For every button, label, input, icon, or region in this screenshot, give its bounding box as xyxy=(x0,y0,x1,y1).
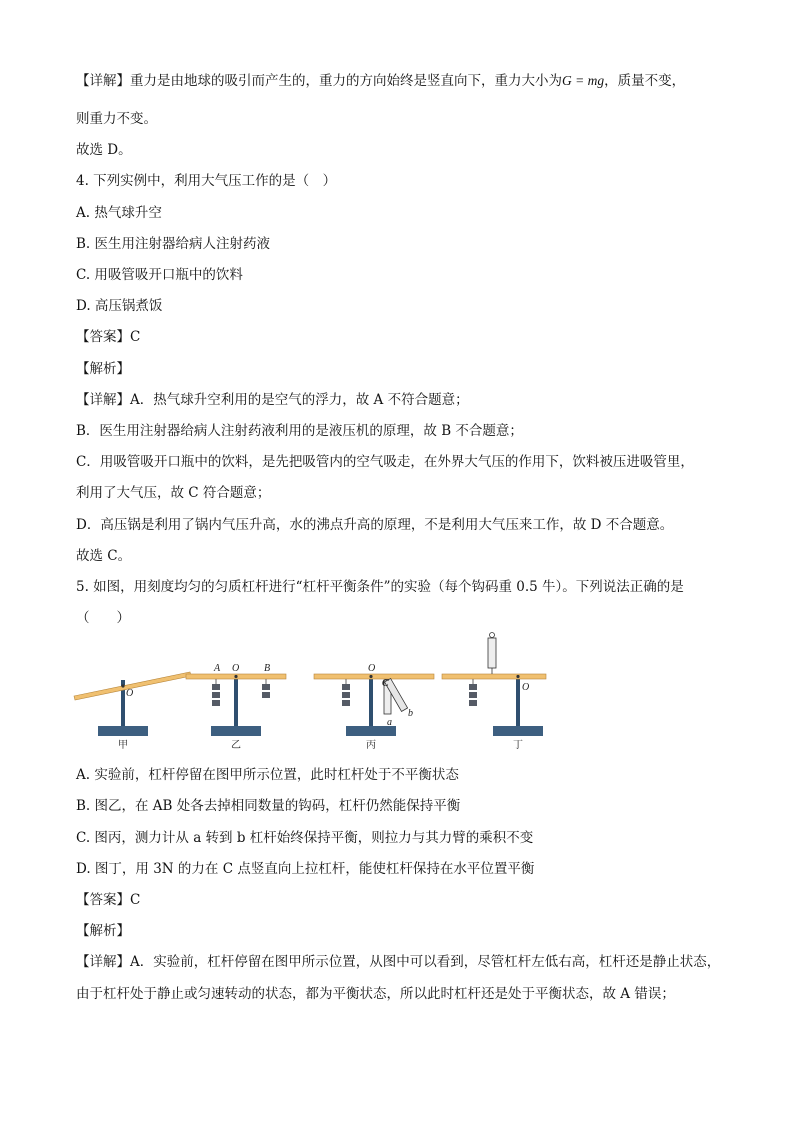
ding-pivot xyxy=(516,675,519,678)
jia-caption: 甲 xyxy=(118,740,128,751)
yi-base xyxy=(211,726,261,736)
ding-weight-3 xyxy=(469,700,477,706)
ding-label-o: O xyxy=(522,682,530,693)
question-5-paren: （ ） xyxy=(76,610,130,626)
bing-weight-3 xyxy=(342,700,350,706)
bing-stand xyxy=(369,678,373,726)
jia-base xyxy=(98,726,148,736)
line-2: 则重力不变。 xyxy=(76,111,157,127)
analysis-5-line-2: 由于杠杆处于静止或匀速转动的状态，都为平衡状态，所以此时杠杆还是处于平衡状态，故 A 错误； xyxy=(76,986,675,1002)
figure-bing xyxy=(314,663,434,751)
yi-weight-a2 xyxy=(212,692,220,698)
line-3: 故选 D。 xyxy=(76,142,132,158)
analysis-4-heading: 【解析】 xyxy=(76,361,130,377)
figure-ding xyxy=(442,633,546,752)
bing-label-b: b xyxy=(408,708,413,719)
figure-yi xyxy=(186,663,286,751)
answer-4: 【答案】C xyxy=(76,329,141,345)
yi-stand xyxy=(234,678,238,726)
ding-stand xyxy=(516,678,520,726)
ding-caption: 丁 xyxy=(513,740,523,751)
option-4c: C. 用吸管吸开口瓶中的饮料 xyxy=(76,267,243,283)
bing-pivot xyxy=(369,675,372,678)
bing-label-c: C xyxy=(382,678,389,689)
ding-lever xyxy=(442,674,546,679)
yi-weight-a3 xyxy=(212,700,220,706)
analysis-4-line-5: D．高压锅是利用了锅内气压升高，水的沸点升高的原理，不是利用大气压来工作，故 D 不合题意。 xyxy=(76,517,674,533)
option-5d: D. 图丁，用 3N 的力在 C 点竖直向上拉杠杆，能使杠杆保持在水平位置平衡 xyxy=(76,861,535,877)
figure-jia xyxy=(74,672,191,751)
analysis-4-line-4: 利用了大气压，故 C 符合题意； xyxy=(76,485,271,501)
ding-weight-2 xyxy=(469,692,477,698)
bing-caption: 丙 xyxy=(366,740,376,751)
lever-experiment-figure xyxy=(70,630,560,752)
ding-spring-scale xyxy=(488,638,496,668)
yi-label-a: A xyxy=(214,663,221,674)
yi-caption: 乙 xyxy=(231,740,241,751)
analysis-5-heading: 【解析】 xyxy=(76,923,130,939)
bing-lever xyxy=(314,674,434,679)
option-5a: A. 实验前，杠杆停留在图甲所示位置，此时杠杆处于不平衡状态 xyxy=(76,767,459,783)
option-5b: B. 图乙，在 AB 处各去掉相同数量的钩码，杠杆仍然能保持平衡 xyxy=(76,798,461,814)
question-5: 5. 如图，用刻度均匀的匀质杠杆进行“杠杆平衡条件”的实验（每个钩码重 0.5 牛）。下列说法正确的是 xyxy=(76,579,684,595)
bing-weight-2 xyxy=(342,692,350,698)
yi-pivot xyxy=(234,675,237,678)
conclusion-4: 故选 C。 xyxy=(76,548,132,564)
line-1 xyxy=(76,72,685,90)
analysis-4-line-2: B．医生用注射器给病人注射药液利用的是液压机的原理，故 B 不合题意； xyxy=(76,423,523,439)
jia-label-o: O xyxy=(126,688,134,699)
yi-weight-b1 xyxy=(262,684,270,690)
option-4a: A. 热气球升空 xyxy=(76,205,162,221)
jia-pivot xyxy=(121,684,124,687)
question-4: 4. 下列实例中，利用大气压工作的是（ ） xyxy=(76,173,337,189)
option-4b: B. 医生用注射器给病人注射药液 xyxy=(76,236,271,252)
yi-weight-b2 xyxy=(262,692,270,698)
option-5c: C. 图丙，测力计从 a 转到 b 杠杆始终保持平衡，则拉力与其力臂的乘积不变 xyxy=(76,830,534,846)
ding-weight-1 xyxy=(469,684,477,690)
analysis-4-line-3: C．用吸管吸开口瓶中的饮料，是先把吸管内的空气吸走，在外界大气压的作用下，饮料被压进吸管里， xyxy=(76,454,694,470)
yi-label-b: B xyxy=(264,663,271,674)
bing-label-o: O xyxy=(368,663,376,674)
analysis-4-line-1: 【详解】A．热气球升空利用的是空气的浮力，故 A 不符合题意； xyxy=(76,392,469,408)
line-1-text-b: ，质量不变， xyxy=(604,73,686,89)
yi-weight-a1 xyxy=(212,684,220,690)
line-1-text-a: 【详解】重力是由地球的吸引而产生的，重力的方向始终是竖直向下，重力大小为 xyxy=(76,73,562,89)
gravity-formula: G = mg xyxy=(562,73,605,88)
bing-label-a: a xyxy=(387,717,392,728)
option-4d: D. 高压锅煮饭 xyxy=(76,298,163,314)
ding-scale-ring xyxy=(490,633,495,638)
bing-weight-1 xyxy=(342,684,350,690)
ding-base xyxy=(493,726,543,736)
analysis-5-line-1: 【详解】A．实验前，杠杆停留在图甲所示位置，从图中可以看到，尽管杠杆左低右高，杠杆还是静止状态， xyxy=(76,954,721,970)
answer-5: 【答案】C xyxy=(76,892,141,908)
yi-label-o: O xyxy=(232,663,240,674)
